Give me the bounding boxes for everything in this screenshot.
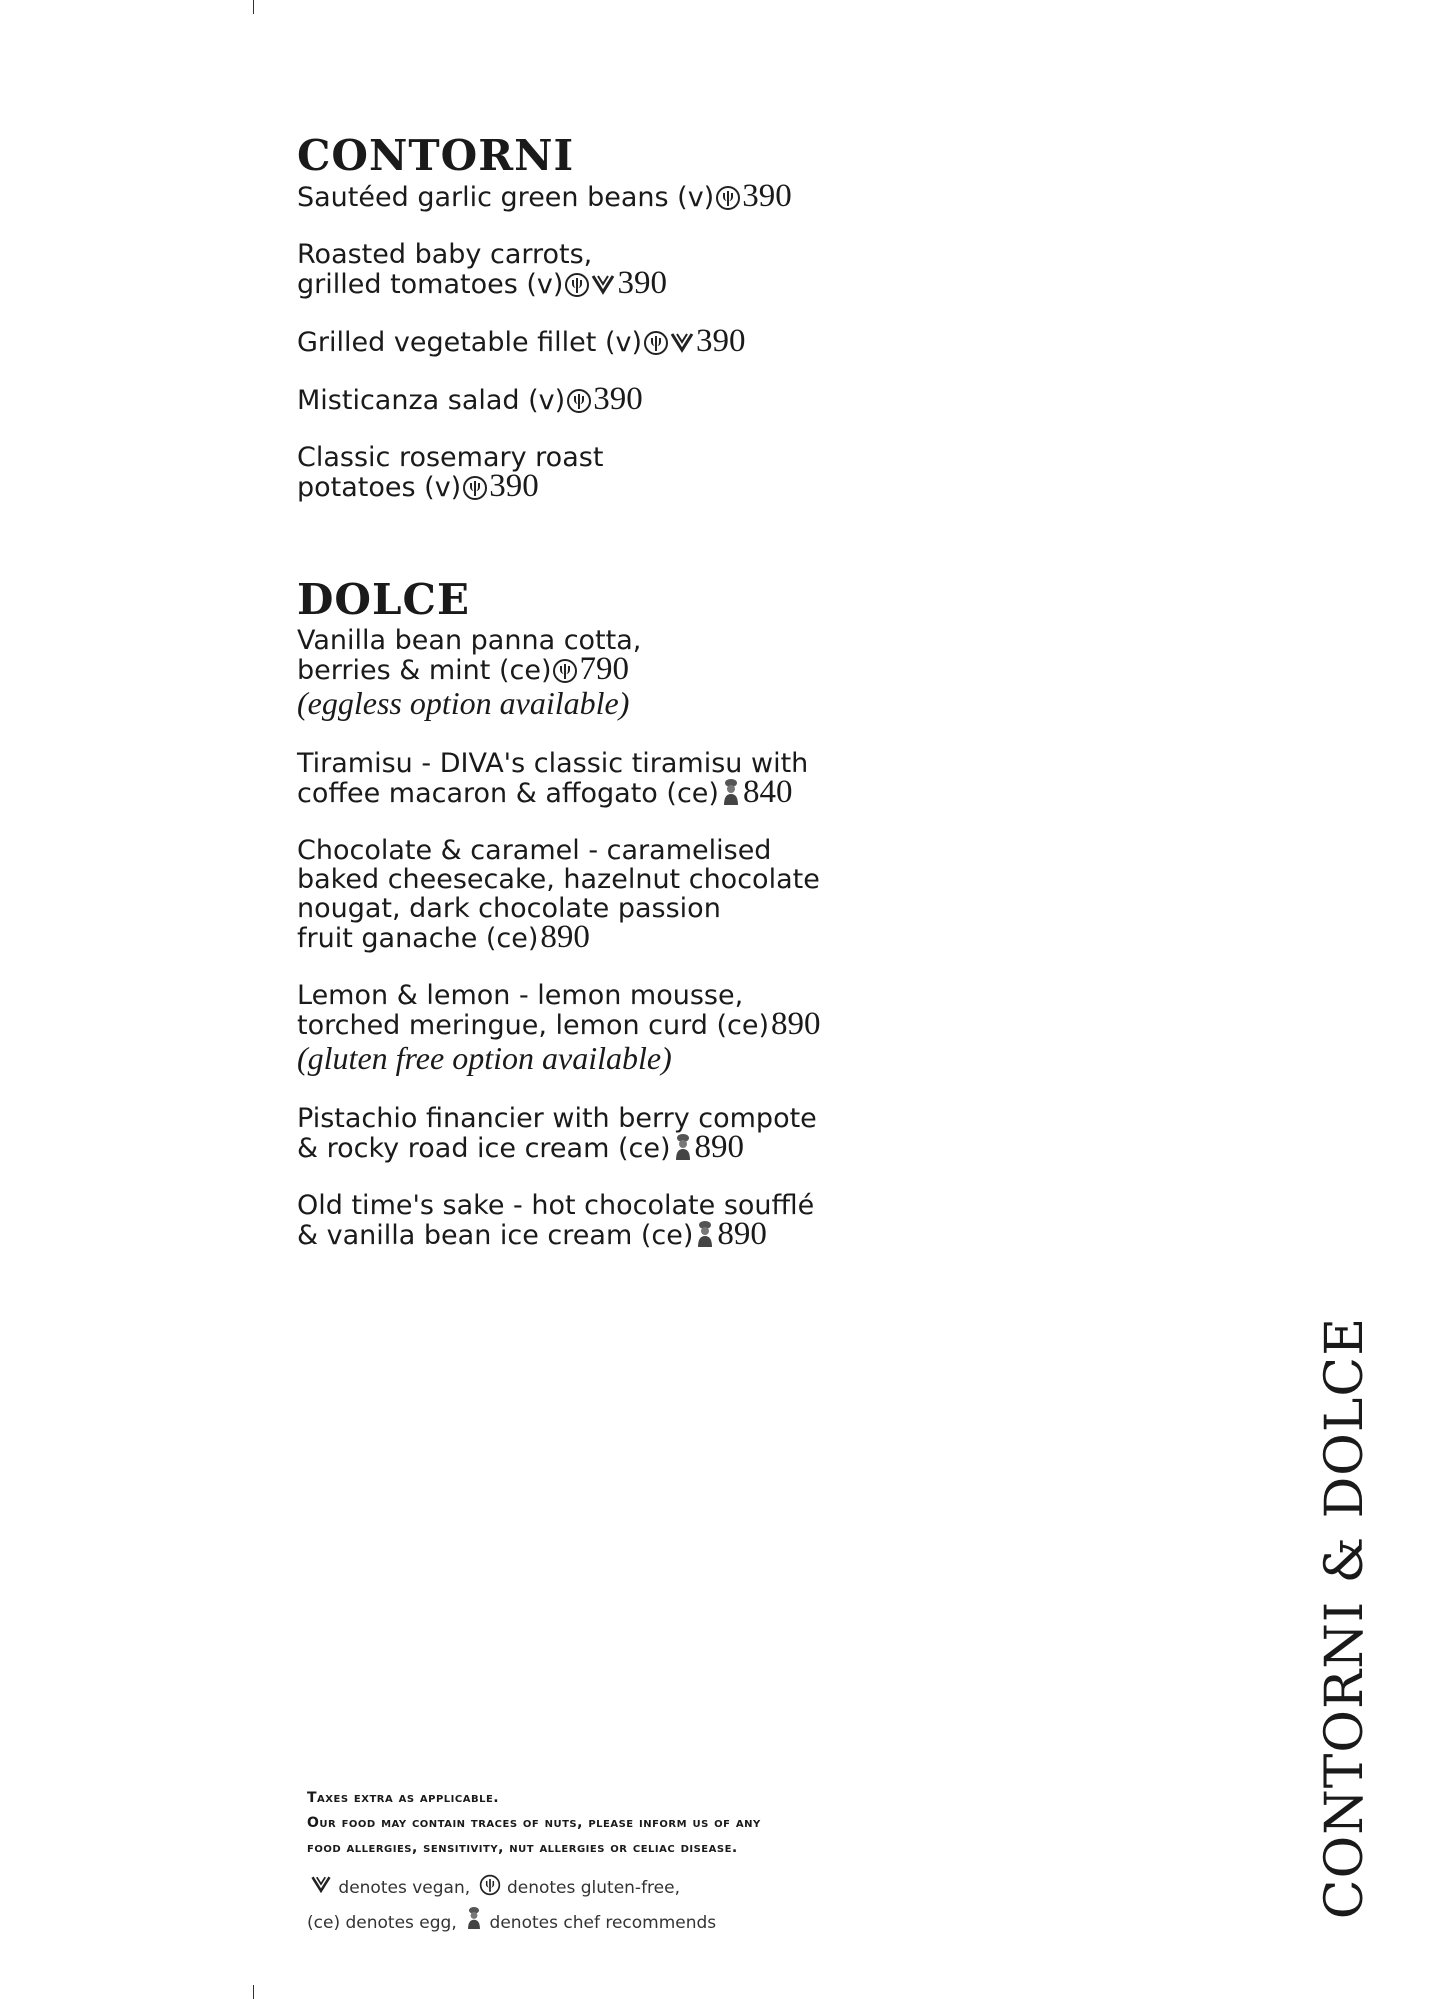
menu-item: [297, 381, 937, 417]
menu-item-text: torched meringue, lemon curd (ce): [297, 1010, 770, 1041]
vegan-icon: [670, 330, 694, 352]
contorni-section: [297, 132, 937, 502]
menu-item-price: 890: [717, 1216, 767, 1252]
menu-item-line: [297, 265, 937, 301]
menu-item-note: (gluten free option available): [297, 1040, 672, 1076]
gluten-free-icon: [567, 389, 591, 413]
menu-item-price: 390: [489, 468, 539, 504]
menu-item-price: 840: [742, 774, 793, 810]
menu-item-text: Grilled vegetable fillet (v): [297, 327, 643, 358]
vertical-page-title: CONTORNI & DOLCE: [1315, 1316, 1375, 1920]
menu-content: [297, 132, 937, 1278]
crop-mark-top: [253, 0, 254, 14]
menu-item: [297, 626, 937, 721]
menu-item-note: (eggless option available): [297, 685, 630, 721]
menu-item-text: fruit ganache (ce): [297, 923, 539, 954]
menu-item-price: 390: [742, 178, 792, 214]
vegan-icon: [591, 272, 615, 294]
dolce-section: [297, 576, 937, 1250]
menu-item-line: Chocolate & caramel - caramelised: [297, 835, 772, 866]
gluten-free-icon: [716, 186, 740, 210]
menu-item: [297, 981, 937, 1076]
chef-icon: [673, 1133, 693, 1161]
crop-mark-bottom: [253, 1985, 254, 1999]
allergy-note-line-1: Our food may contain traces of nuts, please inform us of any: [307, 1815, 761, 1831]
menu-item-text: potatoes (v): [297, 472, 462, 503]
gluten-free-icon: [479, 1875, 499, 1895]
menu-item-line: [297, 919, 937, 955]
legend-row-1: [307, 1873, 867, 1904]
menu-item-text: grilled tomatoes (v): [297, 269, 564, 300]
menu-item-price: 390: [617, 265, 667, 301]
menu-item: [297, 323, 937, 359]
menu-item-line: Vanilla bean panna cotta,: [297, 625, 642, 656]
legend-vegan-text: denotes vegan,: [338, 1878, 471, 1898]
legend-gluten-free-text: denotes gluten-free,: [506, 1878, 680, 1898]
menu-item-text: Sautéed garlic green beans (v): [297, 182, 715, 213]
gluten-free-icon: [644, 331, 668, 355]
vegan-icon: [311, 1875, 331, 1894]
dolce-title: DOLCE: [297, 575, 470, 624]
menu-item-line: nougat, dark chocolate passion: [297, 893, 721, 924]
menu-item-line: [297, 468, 937, 504]
legend-row-2: [307, 1904, 867, 1939]
menu-item-line: [297, 1129, 937, 1165]
menu-item-text: Misticanza salad (v): [297, 385, 566, 416]
menu-item: [297, 749, 937, 808]
menu-item-text: berries & mint (ce): [297, 655, 552, 686]
menu-item-line: Classic rosemary roast: [297, 442, 604, 473]
menu-item-line: [297, 774, 937, 810]
gluten-free-icon: [565, 273, 589, 297]
menu-item: [297, 240, 937, 299]
menu-item-line: baked cheesecake, hazelnut chocolate: [297, 864, 820, 895]
chef-icon: [466, 1906, 483, 1930]
legend-egg-text: (ce) denotes egg,: [307, 1913, 457, 1933]
menu-item: [297, 443, 937, 502]
legend-chef-text: denotes chef recommends: [489, 1913, 717, 1933]
menu-item: [297, 1191, 937, 1250]
menu-item-line: Old time's sake - hot chocolate soufflé: [297, 1190, 815, 1221]
menu-item-price: 890: [540, 919, 590, 955]
menu-item-text: coffee macaron & affogato (ce): [297, 778, 719, 809]
menu-item-text: & rocky road ice cream (ce): [297, 1133, 671, 1164]
contorni-items: [297, 178, 937, 504]
menu-item-line: [297, 381, 937, 417]
menu-item-line: Lemon & lemon - lemon mousse,: [297, 980, 744, 1011]
menu-item-price: 790: [579, 651, 629, 687]
menu-item-line: [297, 1006, 937, 1042]
menu-item-price: 390: [696, 323, 746, 359]
menu-item-line: [297, 178, 937, 214]
gluten-free-icon: [553, 659, 577, 683]
menu-item-price: 890: [694, 1129, 744, 1165]
menu-item: [297, 1104, 937, 1163]
menu-item-line: Tiramisu - DIVA's classic tiramisu with: [297, 748, 809, 779]
icon-legend: [307, 1873, 867, 1939]
menu-item-line: [297, 323, 937, 359]
menu-item: [297, 836, 937, 953]
menu-item: [297, 178, 937, 214]
footer-notes: [307, 1786, 867, 1939]
allergy-note-line-2: food allergies, sensitivity, nut allergies or celiac disease.: [307, 1840, 738, 1856]
taxes-note: Taxes extra as applicable.: [307, 1790, 500, 1806]
chef-icon: [721, 778, 741, 806]
menu-item-line: [297, 651, 937, 687]
menu-item-text: & vanilla bean ice cream (ce): [297, 1220, 694, 1251]
menu-item-line: [297, 1216, 937, 1252]
menu-item-price: 390: [593, 381, 643, 417]
menu-item-line: Pistachio financier with berry compote: [297, 1103, 817, 1134]
gluten-free-icon: [463, 476, 487, 500]
contorni-title: CONTORNI: [297, 131, 575, 180]
menu-item-price: 890: [771, 1006, 821, 1042]
chef-icon: [695, 1220, 715, 1248]
dolce-items: [297, 626, 937, 1250]
menu-item-line: Roasted baby carrots,: [297, 239, 593, 270]
